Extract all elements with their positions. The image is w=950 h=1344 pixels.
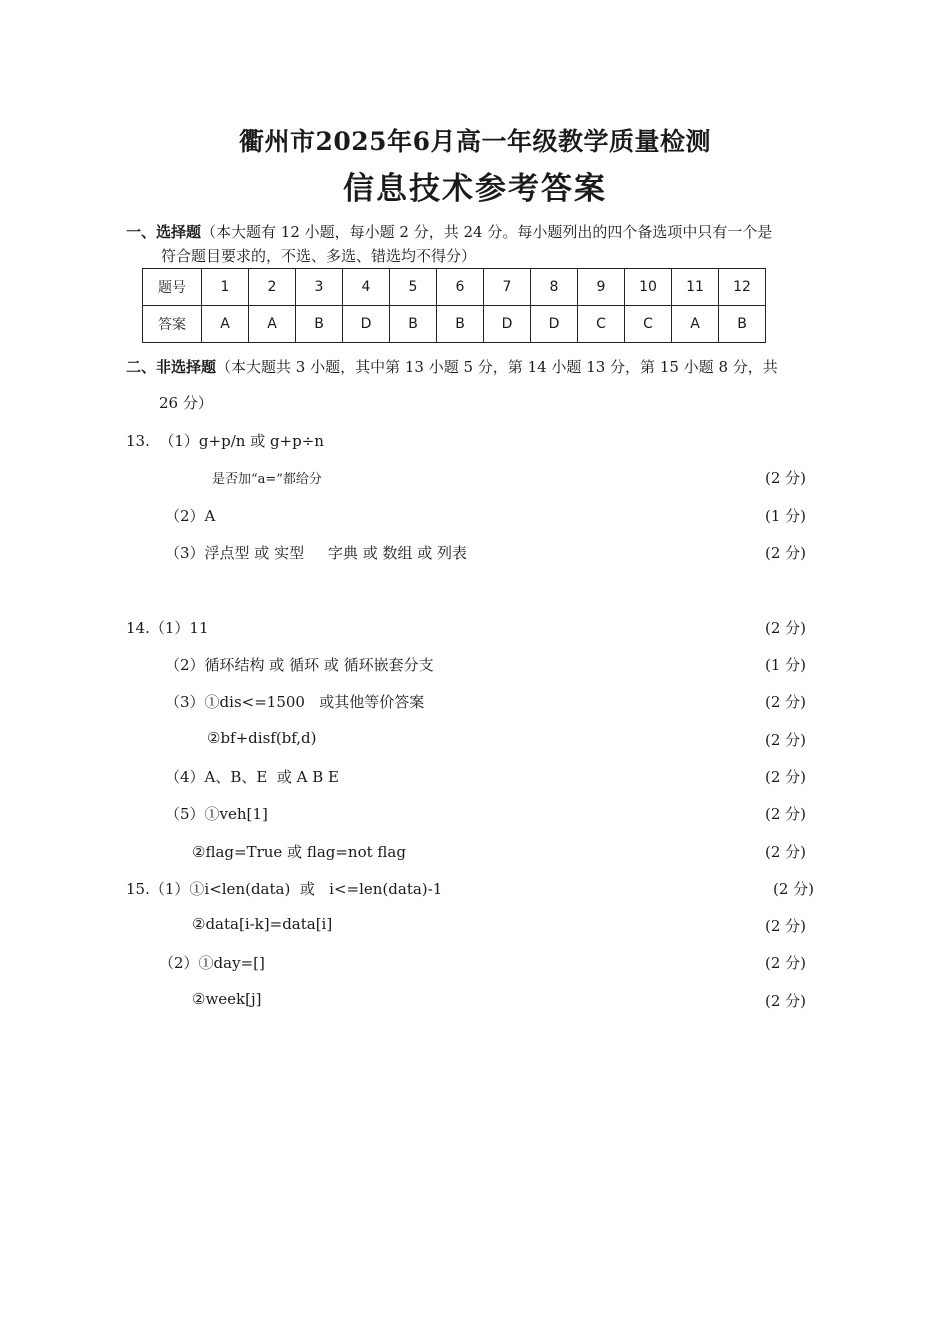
question-number: 2 bbox=[249, 269, 296, 306]
points-label: (2 分) bbox=[765, 768, 807, 786]
answer-line: （2）A bbox=[165, 507, 216, 525]
question-number: 5 bbox=[390, 269, 437, 306]
question-number: 7 bbox=[484, 269, 531, 306]
question-number: 8 bbox=[531, 269, 578, 306]
answer-cell: B bbox=[437, 306, 484, 343]
points-label: (2 分) bbox=[765, 619, 807, 637]
answer-cell: D bbox=[484, 306, 531, 343]
answer-line: 14.（1）11 bbox=[126, 619, 209, 637]
answer-line: （3）①dis<=1500 或其他等价答案 bbox=[165, 693, 425, 711]
answer-line: ②flag=True 或 flag=not flag bbox=[192, 843, 406, 861]
answer-line: 是否加“a=”都给分 bbox=[212, 472, 322, 487]
points-label: (2 分) bbox=[765, 693, 807, 711]
question-number: 11 bbox=[672, 269, 719, 306]
section2-desc-line1: （本大题共 3 小题，其中第 13 小题 5 分，第 14 小题 13 分，第 15 小题 8 分，共 bbox=[216, 358, 778, 376]
section1-desc-line1: （本大题有 12 小题，每小题 2 分，共 24 分。每小题列出的四个备选项中只有一个是 bbox=[201, 223, 773, 241]
page-title: 衢州市2025年6月高一年级教学质量检测 bbox=[239, 127, 711, 156]
points-label: (2 分) bbox=[765, 992, 807, 1010]
points-label: (2 分) bbox=[765, 954, 807, 972]
answer-cell: C bbox=[578, 306, 625, 343]
answer-cell: A bbox=[249, 306, 296, 343]
points-label: (2 分) bbox=[765, 843, 807, 861]
section2-heading: 二、非选择题 bbox=[126, 358, 217, 376]
answer-cell: D bbox=[343, 306, 390, 343]
question-number: 9 bbox=[578, 269, 625, 306]
answer-line: ②week[j] bbox=[192, 990, 262, 1008]
question-number-row bbox=[143, 269, 766, 306]
points-label: (2 分) bbox=[765, 469, 807, 487]
answer-row bbox=[143, 306, 766, 343]
answer-line: ②bf+disf(bf,d) bbox=[207, 729, 317, 747]
points-label: (2 分) bbox=[765, 544, 807, 562]
points-label: (2 分) bbox=[765, 805, 807, 823]
row-label-answer: 答案 bbox=[143, 306, 202, 343]
question-number: 6 bbox=[437, 269, 484, 306]
answer-line: （4）A、B、E 或 A B E bbox=[165, 768, 339, 786]
answer-line: 13. （1）g+p/n 或 g+p÷n bbox=[126, 432, 324, 450]
answer-line: （2）循环结构 或 循环 或 循环嵌套分支 bbox=[165, 656, 434, 674]
answer-line: （2）①day=[] bbox=[159, 954, 265, 972]
points-label: (1 分) bbox=[765, 656, 807, 674]
answer-cell: B bbox=[719, 306, 766, 343]
answer-cell: C bbox=[625, 306, 672, 343]
answer-line: （3）浮点型 或 实型 字典 或 数组 或 列表 bbox=[165, 544, 467, 562]
question-number: 3 bbox=[296, 269, 343, 306]
section2-desc-line2: 26 分） bbox=[159, 394, 213, 412]
question-number: 4 bbox=[343, 269, 390, 306]
section1-desc-line2: 符合题目要求的，不选、多选、错选均不得分） bbox=[161, 247, 477, 265]
answer-cell: B bbox=[296, 306, 343, 343]
points-label: (1 分) bbox=[765, 507, 807, 525]
section1-intro bbox=[126, 220, 826, 268]
answer-table bbox=[142, 268, 766, 343]
section1-heading: 一、选择题 bbox=[126, 223, 202, 241]
points-label: (2 分) bbox=[765, 731, 807, 749]
answer-cell: A bbox=[202, 306, 249, 343]
page-subtitle: 信息技术参考答案 bbox=[343, 171, 607, 207]
question-number: 12 bbox=[719, 269, 766, 306]
points-label: (2 分) bbox=[773, 880, 815, 898]
answer-line: （5）①veh[1] bbox=[165, 805, 268, 823]
answer-line: ②data[i-k]=data[i] bbox=[192, 915, 333, 933]
answer-cell: B bbox=[390, 306, 437, 343]
points-label: (2 分) bbox=[765, 917, 807, 935]
question-number: 10 bbox=[625, 269, 672, 306]
section2-intro bbox=[126, 355, 826, 379]
row-label-question: 题号 bbox=[143, 269, 202, 306]
question-number: 1 bbox=[202, 269, 249, 306]
answer-cell: A bbox=[672, 306, 719, 343]
answer-line: 15.（1）①i<len(data) 或 i<=len(data)-1 bbox=[126, 880, 443, 898]
answer-cell: D bbox=[531, 306, 578, 343]
